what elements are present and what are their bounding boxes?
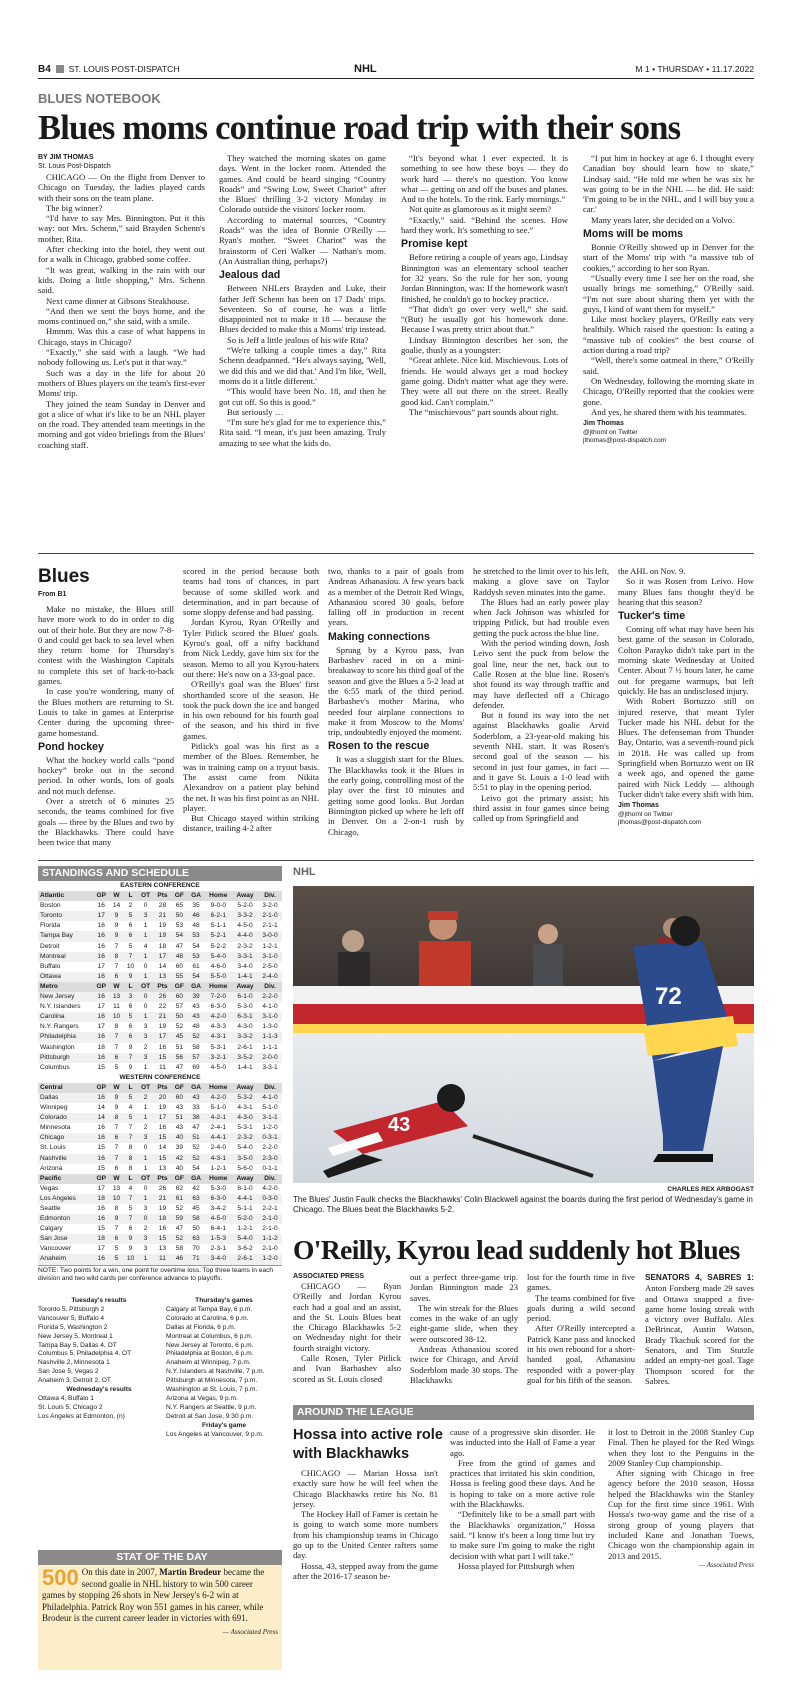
paragraph: lost for the fourth time in five games. (527, 1272, 635, 1293)
subhead: Rosen to the rescue (328, 740, 430, 753)
paragraph: CHICAGO — On the flight from Denver to Chicago on Tuesday, the ladies played cards with their sons on the team plane. (38, 172, 205, 203)
subhead: Jealous dad (219, 269, 281, 282)
table-row: Vancouver 17 5 9 3 13 58 70 2-3-1 3-6-2 2-1-0 (40, 1245, 278, 1253)
schedule-item: Tampa Bay 5, Dallas 4, OT (38, 1341, 117, 1349)
paragraph: “This would have been No. 18, and then he got cut off. So this is good.” (219, 386, 386, 407)
schedule-item: Florida 5, Washington 2 (38, 1323, 108, 1331)
paragraph: The big winner? (46, 202, 103, 213)
stat-text: On this date in 2007, (81, 1567, 160, 1577)
signature (583, 420, 754, 446)
schedule-item: Ottawa 4, Buffalo 1 (38, 1394, 94, 1402)
blues-col-5 (618, 566, 754, 828)
paragraph: With Robert Bortuzzo still on injured reserve, that meant Tyler Tucker made his NHL debut for the Blues. The defenseman from Thunder Bay, Ontario, was a seventh-round pick in 2018. He was called up from Springfield when Bortuzzo went on IR a week ago, and opened the game paired with Nick Leddy — although Tucker didn't take every shift with him. (618, 696, 754, 799)
paragraph: The Hockey Hall of Famer is certain he is going to watch some more numbers from his championship teams in Chicago go up to the United Center rafters some day. (293, 1509, 438, 1561)
paragraph: And yes, he shared them with his teammates. (591, 406, 747, 417)
paragraph: Like most hockey players, O'Reilly eats very healthily. Which raised the question: Is eating a “massive tub of cookies” the best course of action during a road trip? (583, 314, 754, 356)
paragraph: “Usually every time I see her on the road, she usually brings me something,” O'Reilly said. “I'm not sure about sharing them yet with the guys, I kind of want them for myself.” (583, 272, 754, 314)
oreilly-col-1 (293, 1272, 401, 1384)
table-row: New Jersey 16 13 3 0 26 60 39 7-2-0 6-1-0 2-2-0 (38, 992, 282, 1002)
paragraph: Calle Rosen, Tyler Pitlick and Ivan Barbashev also scored as St. Louis closed (293, 1353, 401, 1384)
paper-name: ST. LOUIS POST-DISPATCH (68, 64, 180, 74)
signature-name: Jim Thomas (618, 802, 659, 810)
section-rule (38, 553, 754, 554)
friday-games-title: Friday's game (201, 1421, 247, 1429)
paragraph: CHICAGO — Ryan O'Reilly and Jordan Kyrou each had a goal and an assist, and the St. Louis Blues beat the Chicago Blackhawks 5-2 on Wednesday night for their fourth straight victory. (293, 1281, 401, 1353)
table-row: Colorado 14 8 5 1 17 51 38 4-2-1 4-3-0 3-1-1 (38, 1113, 282, 1123)
paragraph: Not quite as glamorous as it might seem? (409, 204, 552, 215)
table-row: Toronto 17 9 5 3 21 50 46 6-2-1 3-3-2 2-1-0 (38, 911, 282, 921)
paragraph: O'Reilly's goal was the Blues' first shorthanded score of the season. He took the puck down the ice and banged in his own rebound for his fourth goal of the season, and his third in five games. (183, 679, 319, 741)
paragraph: “Well, there's some oatmeal in there,” O'Reilly said. (583, 355, 754, 376)
paragraph: Bonnie O'Reilly showed up in Denver for the start of the Moms' trip with “a massive tub of cookies,” according to her son Ryan. (583, 242, 754, 273)
schedule-item: San Jose 5, Vegas 2 (38, 1368, 99, 1376)
blues-col-4 (473, 566, 609, 823)
signature-email: jthomas@post-dispatch.com (583, 437, 667, 445)
standings-table (38, 881, 282, 1265)
league-col-1 (293, 1468, 438, 1581)
paragraph: “Exactly,” she said with a laugh. “We had nobody following us. Let's put it that way.” (38, 347, 205, 368)
section-rule (38, 860, 754, 861)
paragraph: After checking into the hotel, they went out for a walk in Chicago, grabbed some coffee. (38, 244, 205, 265)
paragraph: Leivo got the primary assist; his third assist in four games since being called up from Springfield and (473, 792, 609, 824)
oreilly-col-3 (527, 1272, 635, 1385)
paragraph: Lindsay Binnington describes her son, the goalie, thusly as a youngster: (401, 334, 568, 356)
table-row: Columbus 15 5 9 1 11 47 69 4-5-0 1-4-1 3-3-1 (40, 1063, 278, 1071)
game-photo (293, 886, 754, 1183)
paragraph: “I'd have to say Mrs. Binnington. Put it this way: not Mrs. Schenn,” said Brayden Schenn's mother, Rita. (38, 213, 205, 244)
division-header-row: Atlantic GP W L OT Pts GF GA Home Away Div. (38, 891, 282, 901)
schedule-item: Pittsburgh at Minnesota, 7 p.m. (166, 1377, 258, 1385)
paragraph: The Blues had an early power play when Jack Johnson was whistled for tripping Pitlick, but had trouble even getting the puck across the blue line. (473, 596, 609, 638)
table-row: Nashville 16 7 8 1 15 42 52 4-3-1 3-5-0 2-3-0 (38, 1154, 282, 1164)
schedule-item: Columbus 5, Philadelphia 4, OT (38, 1350, 132, 1358)
conference-row: WESTERN CONFERENCE (38, 1073, 282, 1083)
paragraph: After O'Reilly intercepted a Patrick Kane pass and knocked in his own rebound for a short-handed goal, Athanasiou responded with a power-play goal for his fifth of the season. (527, 1323, 635, 1385)
table-row: Boston 16 14 2 0 28 65 35 9-0-0 5-2-0 3-2-0 (40, 902, 278, 910)
table-row: Tampa Bay 16 9 6 1 19 54 53 5-2-1 4-4-0 3-0-0 (38, 931, 282, 941)
paragraph: Make no mistake, the Blues still have more work to do in order to dig out of their hole. But they are now 7-8-0 and could get back to sea level when they return home for Thursday's contest with the Washington Capitals to complete this set of back-to-back games. (38, 604, 174, 687)
schedule-item: Philadelphia at Boston, 6 p.m. (166, 1350, 254, 1358)
stat-credit: — Associated Press (222, 1627, 278, 1636)
oreilly-col-4 (645, 1272, 754, 1386)
paragraph: On Wednesday, following the morning skate in Chicago, O'Reilly reported that the cookies were gone. (583, 375, 754, 407)
paragraph: “That didn't go over very well,” she said. “(But) he usually got his homework done. Because I was pretty strict about that.” (401, 303, 568, 335)
paragraph: Hossa played for Pittsburgh when (458, 1560, 575, 1571)
table-row: N.Y. Islanders 17 11 6 0 22 57 43 6-3-0 5-3-0 4-1-0 (40, 1003, 278, 1011)
table-row: Vegas 17 13 4 0 26 62 42 5-3-0 8-1-0 4-2-0 (40, 1184, 278, 1192)
blues-col-1 (38, 566, 174, 848)
paragraph: The teams combined for five goals during a wild second period. (527, 1292, 635, 1324)
table-row: Minnesota 16 7 7 2 16 43 47 2-4-1 5-3-1 1-2-0 (40, 1124, 278, 1132)
paragraph: “It's beyond what I ever expected. It is something to see how these boys — they do work hard — there's no question. You know what — getting on and off the buses and planes. And to the hotels. To the rink. Early mornings.” (401, 153, 568, 205)
stat-number: 500 (42, 1565, 79, 1590)
table-row: Florida 16 9 6 1 19 53 48 5-1-1 4-5-0 2-1-1 (40, 922, 278, 930)
table-row: Anaheim 16 5 10 1 11 46 71 3-4-0 2-6-1 1-2-0 (38, 1254, 282, 1264)
schedule-item: Dallas at Florida, 6 p.m. (166, 1323, 236, 1331)
paragraph: “I put him in hockey at age 6. I thought every Canadian boy should learn how to skate,” Lindsay said. “He told me when he was six he was going to be in the NHL — he did. He said: 'I'm going to be in the NHL, and I will buy you a car.' (583, 153, 754, 215)
subhead: Making connections (328, 630, 430, 643)
paragraph: So is Jeff a little jealous of his wife Rita? (227, 334, 369, 345)
table-row: St. Louis 15 7 8 0 14 39 52 2-4-0 5-4-0 2-2-0 (40, 1144, 278, 1152)
subhead: Promise kept (401, 238, 468, 251)
signature-twitter: @jthoml on Twitter (583, 428, 638, 436)
subhead: Pond hockey (38, 740, 104, 753)
standings-note: NOTE: Two points for a win, one point for overtime loss. Top three teams in each division and two wild cards per conference advance to playoffs. (38, 1265, 282, 1283)
page-number: B4 (38, 64, 51, 75)
subhead: Tucker's time (618, 610, 686, 623)
division-header-row: Metro GP W L OT Pts GF GA Home Away Div. (38, 982, 282, 992)
schedule-item: Vancouver 5, Buffalo 4 (38, 1314, 105, 1322)
paragraph: “And then we sent the boys home, and the moms continued on,” she said, with a smile. (38, 305, 205, 327)
conference-row: EASTERN CONFERENCE (38, 881, 282, 891)
division-header-row: Central GP W L OT Pts GF GA Home Away Div. (38, 1083, 282, 1093)
paragraph: Hmmm. Was this a case of what happens in Chicago, stays in Chicago? (38, 326, 205, 347)
paragraph: out a perfect three-game trip. Jordan Binnington made 23 saves. (410, 1272, 518, 1303)
header-marker (56, 65, 64, 73)
schedule-item: Washington at St. Louis, 7 p.m. (166, 1386, 258, 1394)
paragraph: “Great athlete. Nice kid. Mischievous. Lots of friends. He would always get a road hockey game going. Didn't matter what age they were. They were all out there on the street. Really good kid. Can't complain.” (401, 355, 568, 407)
table-row: Winnipeg 14 9 4 1 19 43 33 5-1-0 4-3-1 5-1-0 (40, 1104, 278, 1112)
jump-from: From B1 (38, 591, 67, 598)
schedule-item: Detroit at San Jose, 9:30 p.m. (166, 1412, 254, 1420)
signature-name: Jim Thomas (583, 420, 624, 428)
schedule-item: Calgary at Tampa Bay, 6 p.m. (166, 1305, 253, 1313)
notebook-kicker: BLUES NOTEBOOK (38, 91, 161, 106)
schedule-item: New Jersey 5, Montreal 1 (38, 1332, 113, 1340)
table-row: Seattle 16 8 5 3 19 52 45 3-4-2 5-1-1 2-2-1 (40, 1205, 278, 1212)
subhead: Moms will be moms (583, 228, 684, 241)
paragraph: Jordan Kyrou, Ryan O'Reilly and Tyler Pitlick scored the Blues' goals. Kyrou's goal, off a nifty backhand from Nick Leddy, gave him six for the season. Memo to all you Kyrou-haters out there: He's now on a 33-goal pace. (183, 617, 319, 679)
photo-caption: The Blues' Justin Faulk checks the Blackhawks' Colin Blackwell against the boards during the first period of Wednesday's game in Chicago. The Blues beat the Blackhawks 5-2. (293, 1195, 753, 1214)
paragraph: two, thanks to a pair of goals from Andreas Athanasiou. A few years back as a member of the Detroit Red Wings, Athanasiou scored 30 goals, before falling off in production in recent years. (328, 566, 464, 628)
table-row: Washington 18 7 9 2 16 51 58 5-3-1 2-6-1 1-1-1 (40, 1043, 278, 1051)
schedule-item: Montreal at Columbus, 6 p.m. (166, 1332, 253, 1340)
league-headline: Hossa into active role with Blackhawks (293, 1427, 443, 1462)
paragraph: It was a sluggish start for the Blues. The Blackhawks took it the Blues in the early going, controlling most of the play over the first 10 minutes and getting some good looks. But Jordan Binnington picked up where he left off in Denver. On a 2-on-1 rush by Chicago, (328, 754, 464, 837)
oreilly-col-2 (410, 1272, 518, 1385)
signature-email: jthomas@post-dispatch.com (618, 819, 702, 827)
paragraph: Before retiring a couple of years ago, Lindsay Binnington was an elementary school teacher for 32 years. So the rule for her son, young Jordan Binnington, was: If the homework wasn't finished, he couldn't go to hockey practice. (401, 252, 568, 304)
paragraph: But it found its way into the net against Blackhawks goalie Arvid Soderblom, a 23-year-old making his seventh NHL start. It was Rosen's second goal of the season — his second in just four games, in fact — and it gave St. Louis a 1-0 lead with 5:51 to play in the opening period. (473, 710, 609, 793)
oreilly-body (293, 1272, 754, 1386)
paragraph: In case you're wondering, many of the Blues mothers are returning to St. Louis to take in games at Enterprise Center during the upcoming three-game homestand. (38, 686, 174, 738)
paragraph: CHICAGO — Marian Hossa isn't exactly sure how he will feel when the Chicago Blackhawks retire his No. 81 jersey. (293, 1468, 438, 1509)
stat-title: STAT OF THE DAY (38, 1550, 282, 1565)
blues-story (38, 566, 754, 848)
byline-affiliation: St. Louis Post-Dispatch (38, 163, 111, 170)
byline: BY JIM THOMAS (38, 154, 94, 161)
table-row: San Jose 18 6 9 3 15 52 63 1-5-3 5-4-0 1-1-2 (38, 1234, 282, 1244)
schedule (38, 1297, 282, 1440)
standings-title: STANDINGS AND SCHEDULE (38, 866, 282, 881)
games-column (160, 1297, 282, 1440)
section-name: NHL (354, 63, 377, 75)
league-credit: — Associated Press (698, 1560, 754, 1569)
table-row: Dallas 16 9 5 2 20 60 43 4-2-0 5-3-2 4-1-0 (38, 1093, 282, 1103)
table-row: Montreal 16 8 7 1 17 48 53 5-4-0 3-3-1 3-1-0 (38, 952, 282, 962)
tuesday-results-title: Tuesday's results (71, 1296, 127, 1304)
paragraph: scored in the period because both teams had tons of chances, in part because of some skilled work and determination, and in part because of some sloppy defense and bad passing. (183, 566, 319, 618)
photo-section-label: NHL (293, 866, 316, 878)
paragraph: With the period winding down, Josh Leivo sent the puck from below the goal line, near the net, back out to Calle Rosen at the blue line. Rosen's shot found its way through traffic and may have deflected off a Chicago defender. (473, 638, 609, 710)
paragraph: Coming off what may have been his best game of the season in Colorado, Colton Parayko didn't take part in the morning skate Wednesday at United Center. About 7 ½ hours later, he came out for pregame warmups, but left quickly. He has an undisclosed injury. (618, 624, 754, 696)
schedule-item: Arizona at Vegas, 9 p.m. (166, 1394, 238, 1402)
blues-col-3 (328, 566, 464, 837)
paragraph: They watched the morning skates on game days. Went in the locker room. Attended the games. And could be heard singing “Country Roads” and “Swing Low, Sweet Chariot” after the Blues' thrilling 3-2 victory Monday in Colorado outside the visitors' locker room. (219, 153, 386, 215)
table-row: Calgary 15 7 6 2 16 47 50 6-4-1 1-2-1 2-1-0 (40, 1225, 278, 1233)
standings-box (38, 866, 282, 1439)
table-row: Philadelphia 16 7 6 3 17 45 52 4-3-1 3-3-2 1-1-3 (38, 1032, 282, 1042)
table-row: Pittsburgh 16 6 7 3 15 56 57 3-2-1 3-5-2 2-0-0 (38, 1053, 282, 1063)
paragraph: “It was great, walking in the rain with our kids. Doing a little shopping,” Mrs. Schenn said. (38, 264, 205, 296)
paragraph: After signing with Chicago in free agency before the 2010 season, Hossa helped the Blackhawks win the Stanley Cup for the first time since 1961. With Hossa's two-way game and the rise of a strong group of young players that included Kane and Jonathan Toews, Chicago won the championship again in 2013 and 2015. (608, 1468, 754, 1561)
paragraph: Many years later, she decided on a Volvo. (591, 214, 735, 225)
paragraph: Next came dinner at Gibsons Steakhouse. (46, 295, 190, 306)
paragraph: So it was Rosen from Leivo. How many Blues fans thought they'd be hearing that this season? (618, 576, 754, 607)
paragraph: The “mischievous” part sounds about right. (409, 406, 559, 417)
notebook-headline: Blues moms continue road trip with their sons (38, 109, 681, 147)
paragraph: “We're talking a couple times a day,” Rita Schenn deadpanned. “He's always saying, 'Well, we did this and we did that.' And I'm like, 'Well, moms do it a little different.' (219, 345, 386, 386)
signature (618, 802, 754, 828)
division-header-row: Pacific GP W L OT Pts GF GA Home Away Div. (38, 1174, 282, 1184)
paragraph: Over a stretch of 6 minutes 25 seconds, the teams combined for five goals — three by the Blues and two by the Blackhawks. There could have been twice that many (38, 796, 174, 848)
league-col-2 (450, 1427, 595, 1571)
paragraph: Hossa, 43, stepped away from the game after the 2016-17 season be- (293, 1560, 438, 1581)
paragraph: Between NHLers Brayden and Luke, their father Jeff Schenn has been on 17 Dads' trips. Seventeen. So of course, he was a little disappointed not to make it 18 — because the Blues decided to make this a Moms' trip instead. (219, 283, 386, 335)
table-row: Buffalo 17 7 10 0 14 60 61 4-6-0 3-4-0 2-5-0 (40, 962, 278, 970)
paragraph: They joined the team Sunday in Denver and got a slice of what it's like to be an NHL player on the road. They attended team meetings in the morning and got video briefings from the Blues' coaching staff. (38, 398, 205, 450)
blues-headline: Blues (38, 566, 90, 587)
notebook-col-2 (219, 153, 386, 448)
schedule-item: Toronto 5, Pittsburgh 2 (38, 1305, 105, 1313)
signature-twitter: @jthoml on Twitter (618, 810, 673, 818)
schedule-item: Nashville 2, Minnesota 1 (38, 1359, 110, 1367)
paragraph: Sprung by a Kyrou pass, Ivan Barbashev raced in on a mini-breakaway to score his third goal of the season and give the Blues a 5-2 lead at the 6:55 mark of the third period. Barbashev's mother Marina, who needed four airplane connections to make it from Moscow to the Moms' trip, undoubtedly enjoyed the moment. (328, 644, 464, 738)
paragraph: Pitlick's goal was his first as a member of the Blues. Remember, he was in training camp on a tryout basis. The assist came from Nikita Alexandrov on a patient play behind the net. It was his first point as an NHL player. (183, 741, 319, 813)
paragraph: “Exactly,” said. “Behind the scenes. How hard they work. It's something to see.” (401, 214, 568, 236)
byline: ASSOCIATED PRESS (293, 1273, 365, 1280)
notebook-col-3 (401, 153, 568, 417)
paragraph: According to maternal sources, “Country Roads” was the idea of Bonnie O'Reilly — Ryan's mother. “Sweet Chariot” was the brainstorm of Ceri Walker — Nathan's mom. (An Australian thing, perhaps?) (219, 214, 386, 266)
schedule-item: Colorado at Carolina, 6 p.m. (166, 1314, 249, 1322)
paragraph: Anton Forsberg made 29 saves and Ottawa snapped a five-game home losing streak with a victory over Buffalo. Alex DeBrincat, Austin Watson, Brady Tkachuk scored for the Senators, and Tim Stutzle added an empty-net goal. Tage Thompson scored for the Sabres. (645, 1283, 754, 1386)
wednesday-results-title: Wednesday's results (66, 1386, 132, 1394)
hockey-photo-illustration (293, 886, 754, 1183)
header-rule (38, 78, 754, 79)
paragraph: But Chicago stayed within striking distance, trailing 4-2 after (183, 813, 319, 834)
paragraph: “Definitely like to be a small part with the Blackhawks organization,” Hossa said. “I know it's been a long time but try to make sure I'm going to make the right decision with what part I will take.” (450, 1509, 595, 1561)
table-row: Chicago 16 6 7 3 15 40 51 4-4-1 2-3-2 0-3-1 (38, 1133, 282, 1143)
paragraph: What the hockey world calls “pond hockey” broke out in the second period. In other words, lots of goals and not much defense. (38, 754, 174, 796)
paragraph: cause of a progressive skin disorder. He was inducted into the Hall of Fame a year ago. (450, 1427, 595, 1458)
paragraph: But seriously … (227, 406, 284, 417)
table-row: Detroit 16 7 5 4 18 47 54 5-2-2 2-3-2 1-2-1 (40, 942, 278, 950)
paragraph: Free from the grind of games and practices that irritated his skin condition, Hossa is feeling good these days. And he is hoping to take on a more active role with the Blackhawks. (450, 1457, 595, 1510)
jersey-number: 43 (388, 1114, 411, 1136)
paragraph: The win streak for the Blues comes in the wake of an ugly eight-game slide, when they were outscored 38-12. (410, 1302, 518, 1344)
paragraph: the AHL on Nov. 9. (618, 566, 686, 576)
notebook-col-1 (38, 153, 205, 450)
jersey-number: 72 (655, 983, 682, 1010)
game-lead: SENATORS 4, SABRES 1: (645, 1273, 754, 1282)
table-row: Carolina 16 10 5 1 21 50 43 4-2-0 6-3-1 3-1-0 (38, 1012, 282, 1022)
table-row: Ottawa 16 6 9 1 13 55 54 5-5-0 1-4-1 2-4-0 (38, 972, 282, 982)
notebook-body (38, 153, 754, 503)
stat-text: became the second goalie in NHL history to win 500 career games by stopping 26 shots in New Jersey's 6-2 win at Philadelphia. Patrick Roy won 551 games in his career, while Brodeur is the current career leader in victories with 691. (42, 1567, 265, 1624)
paragraph: it lost to Detroit in the 2008 Stanley Cup Final. Then he played for the Red Wings when they lost to the Penguins in the 2009 Stanley Cup championship. (608, 1427, 754, 1468)
table-row: Arizona 15 6 8 1 13 40 54 1-2-1 5-6-0 0-1-1 (40, 1164, 278, 1172)
paragraph: Such was a day in the life for about 20 mothers of Blues players on the team's first-ever Moms' trip. (38, 367, 205, 399)
table-row: Edmonton 16 9 7 0 18 59 58 4-5-0 5-2-0 2-1-0 (38, 1214, 282, 1224)
schedule-item: New Jersey at Toronto, 6 p.m. (166, 1341, 254, 1349)
stat-box (38, 1550, 282, 1670)
schedule-item: Los Angeles at Vancouver, 9 p.m. (166, 1430, 264, 1438)
schedule-item: St. Louis 5, Chicago 2 (38, 1403, 103, 1411)
table-row: Los Angeles 18 10 7 1 21 61 63 6-3-0 4-4-1 0-3-0 (38, 1194, 282, 1204)
stat-name: Martin Brodeur (159, 1567, 222, 1577)
schedule-item: N.Y. Rangers at Seattle, 9 p.m. (166, 1403, 257, 1411)
notebook-col-4 (583, 153, 754, 446)
page-header (38, 62, 754, 76)
schedule-item: N.Y. Islanders at Nashville, 7 p.m. (166, 1368, 265, 1376)
results-column (38, 1297, 160, 1440)
edition-date: M 1 • THURSDAY • 11.17.2022 (635, 64, 754, 74)
table-row: N.Y. Rangers 17 8 6 3 19 52 48 4-3-3 4-3-0 1-3-0 (40, 1023, 278, 1031)
schedule-item: Anaheim at Winnipeg, 7 p.m. (166, 1359, 251, 1367)
blues-col-2 (183, 566, 319, 834)
paragraph: Andreas Athanasiou scored twice for Chicago, and Arvid Soderblom made 30 stops. The Blackhawks (410, 1344, 518, 1385)
schedule-item: Los Angeles at Edmonton, (n) (38, 1412, 125, 1420)
schedule-item: Anaheim 3, Detroit 2, OT (38, 1377, 111, 1385)
thursday-games-title: Thursday's games (195, 1296, 253, 1304)
photo-credit: CHARLES REX ARBOGAST (667, 1186, 754, 1193)
paragraph: he stretched to the limit over to his left, making a glove save on Taylor Raddysh seven minutes into the game. (473, 566, 609, 597)
paragraph: “I'm sure he's glad for me to experience this,” Rita said. “I mean, it's just been amazing. Truly amazing to see what the kids do. (219, 417, 386, 448)
league-col-3 (608, 1427, 754, 1570)
oreilly-headline: O'Reilly, Kyrou lead suddenly hot Blues (293, 1234, 740, 1265)
league-title: AROUND THE LEAGUE (293, 1405, 754, 1420)
